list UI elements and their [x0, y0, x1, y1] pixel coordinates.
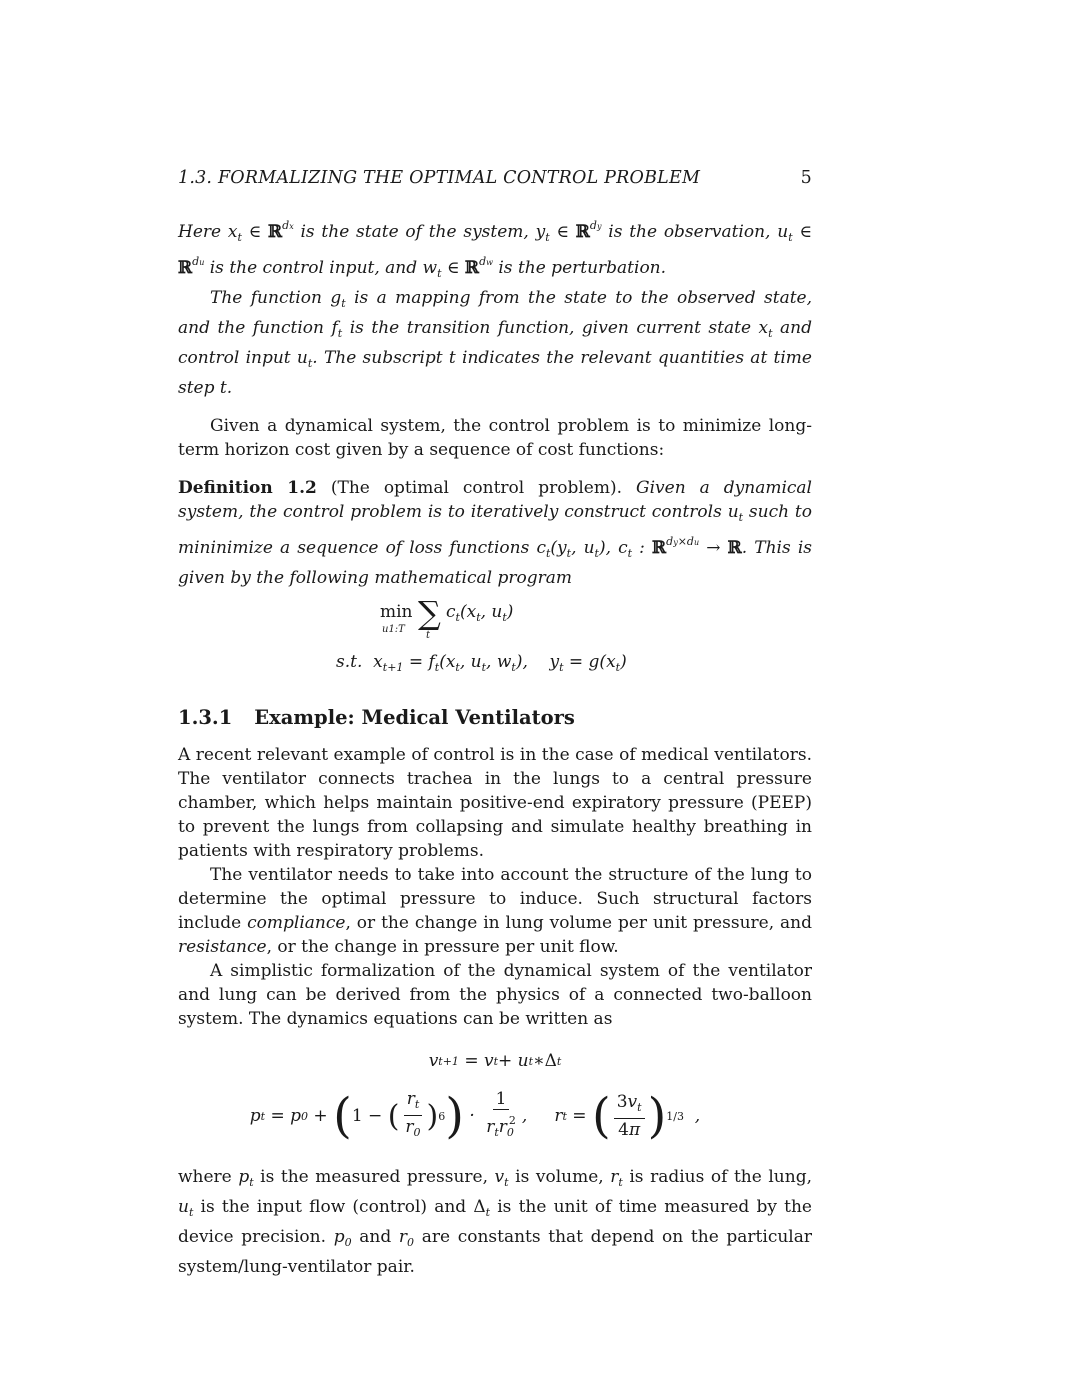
- section-heading: [178, 706, 812, 729]
- paragraph-control-problem: Given a dynamical system, the control problem is to minimize long-term horizon cost given by a sequence of cost functions:: [178, 416, 812, 460]
- volume-update-equation: v t+1 = v t + u t ∗ Δ t: [428, 1051, 562, 1071]
- running-head-title: 1.3. FORMALIZING THE OPTIMAL CONTROL PROBLEM: [178, 168, 701, 188]
- paragraph-function-definitions: The function $g_t$ is a mapping from the state to the observed state, and the function $f_t$ is the transition function, given current state $x_t$ and control input $u_t$. The subscript t indicates the relevant quantities at time step t.: [178, 288, 812, 398]
- running-head: [178, 168, 812, 188]
- section-number: 1.3.1: [178, 706, 233, 729]
- paragraph-ventilator-intro: A recent relevant example of control is in the case of medical ventilators. The ventilator connects trachea in the lungs to a central pressure chamber, which helps maintain positive-end expiratory pressure (PEEP) to prevent the lungs from collapsing and simulate healthy breathing in patients with respiratory problems.: [178, 745, 812, 861]
- page-number: 5: [800, 168, 812, 188]
- min-operator: min: [380, 602, 413, 622]
- paragraph-variable-definitions: where $p_t$ is the measured pressure, $v_t$ is volume, $r_t$ is radius of the lung, $u_t$ is the input flow (control) and $\Delta_t$ is the unit of time measured by the device precision. $p_0$ and $r_0$ are constants that depend on the particular system/lung-ventilator pair.: [178, 1167, 812, 1277]
- pressure-radius-equation: p t = p 0 + ( 1 − ( $\frac{r_t}{r_0}$ ) 6 ) · $\frac{1}{r_tr_0^2}$ , r t = ( $\frac{3v_t}{4\pi}$ ) 1/3 ,: [249, 1088, 701, 1144]
- constraints: s.t. $x_{t+1} = f_t(x_t$, $u_t$, $w_t$), $y_t = g(x_t)$: [336, 652, 627, 674]
- page: [178, 168, 812, 1279]
- paragraph-state-definitions: Here $x_t$ ∈ ℝ$^{dx}$ is the state of the system, $y_t$ ∈ ℝ$^{dy}$ is the observation, $u_t$ ∈ ℝ$^{du}$ is the control input, and $w_t$ ∈ ℝ$^{dw}$ is the perturbation.: [178, 219, 812, 280]
- definition-block: Definition 1.2 (The optimal control problem). Given a dynamical system, the control problem is to iteratively construct controls $u_t$ such to mininimize a sequence of loss functions $c_t(y_t$, $u_t$), $c_t$ : ℝ$^{dy\times du}$ → ℝ. This is given by the following mathematical program: [178, 478, 812, 588]
- definition-label: Definition 1.2: [178, 478, 317, 498]
- sum-subscript: t: [426, 630, 431, 641]
- min-subscript: u1:T: [382, 624, 405, 635]
- paragraph-lung-structure: The ventilator needs to take into account the structure of the lung to determine the optimal pressure to induce. Such structural factors include compliance, or the change in lung volume per unit pressure, and resistance, or the change in pressure per unit flow.: [178, 865, 812, 957]
- objective: $c_t(x_t$, $u_t$): [446, 602, 514, 624]
- paragraph-two-balloon: A simplistic formalization of the dynamical system of the ventilator and lung can be derived from the physics of a connected two-balloon system. The dynamics equations can be written as: [178, 961, 812, 1029]
- optimization-program: [178, 596, 812, 688]
- sum-symbol: ∑: [418, 594, 441, 632]
- dynamics-equations: [178, 1043, 812, 1153]
- section-title: Example: Medical Ventilators: [254, 706, 575, 729]
